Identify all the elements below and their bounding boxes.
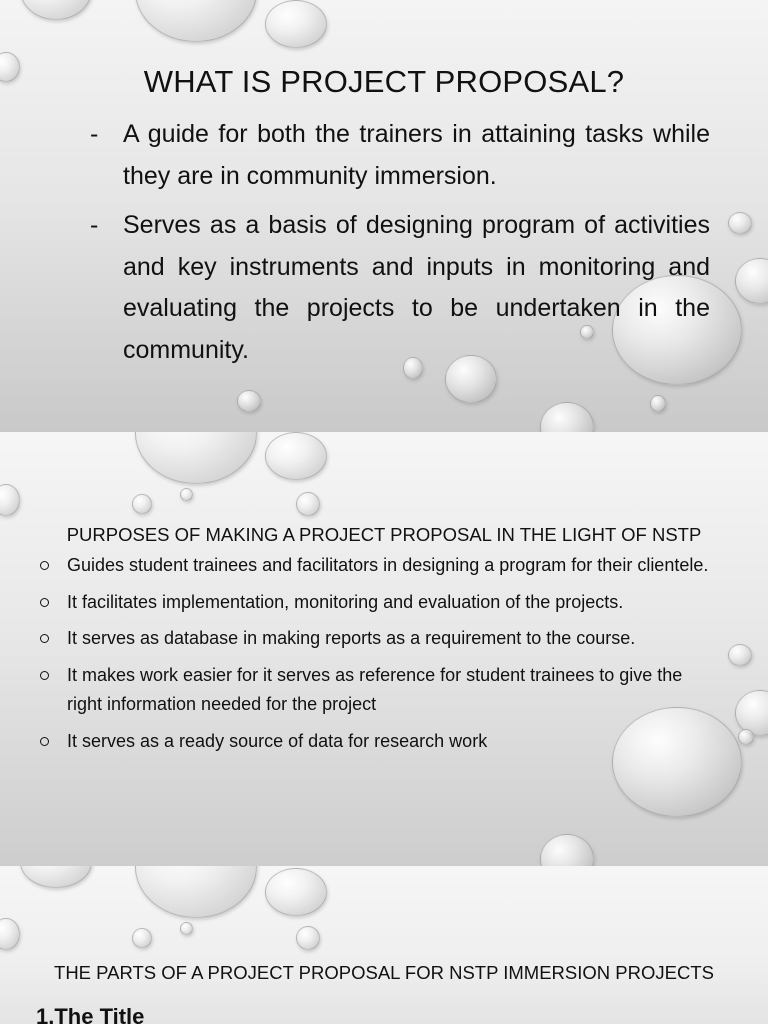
water-drop	[237, 390, 261, 412]
definition-list	[90, 114, 710, 379]
water-drop	[650, 395, 666, 412]
water-drop	[540, 402, 594, 432]
water-drop	[738, 729, 754, 745]
list-item	[90, 205, 710, 371]
circle-bullet-icon	[40, 598, 49, 607]
water-drop	[735, 690, 768, 736]
water-drop	[728, 212, 752, 234]
list-item	[36, 588, 718, 618]
water-drop	[180, 922, 193, 935]
purposes-list	[36, 551, 718, 763]
water-drop	[180, 488, 193, 501]
list-item-text: It facilitates implementation, monitoring and evaluation of the projects.	[67, 591, 624, 612]
list-item	[36, 727, 718, 757]
water-drop	[540, 834, 594, 866]
slide-parts	[0, 866, 768, 1024]
list-item	[36, 551, 718, 581]
water-drop	[135, 0, 257, 42]
list-item-text: It serves as database in making reports as a requirement to the course.	[67, 628, 636, 648]
water-drop	[0, 918, 20, 950]
water-drop	[265, 868, 327, 916]
circle-bullet-icon	[40, 671, 49, 680]
list-item-text: Guides student trainees and facilitators in designing a program for their clientele.	[67, 555, 709, 575]
water-drop	[296, 926, 320, 950]
circle-bullet-icon	[40, 561, 49, 570]
list-item-title: 1.The Title	[36, 1004, 145, 1024]
circle-bullet-icon	[40, 737, 49, 746]
dash-marker: -	[90, 120, 99, 148]
water-drop	[135, 866, 257, 918]
water-drop	[132, 928, 152, 948]
list-item	[36, 661, 718, 720]
list-item	[90, 114, 710, 197]
water-drop	[296, 492, 320, 516]
water-drop	[20, 0, 92, 20]
slide-what-is-project-proposal	[0, 0, 768, 432]
water-drop	[728, 644, 752, 666]
circle-bullet-icon	[40, 634, 49, 643]
water-drop	[20, 866, 92, 888]
list-item-text: It serves as a ready source of data for research work	[67, 730, 488, 751]
water-drop	[735, 258, 768, 304]
list-item-text: It makes work easier for it serves as reference for student trainees to give the right information needed for the project	[67, 664, 683, 714]
water-drop	[135, 432, 257, 484]
water-drop	[0, 484, 20, 516]
list-item	[36, 624, 718, 654]
water-drop	[265, 432, 327, 480]
slide-title: WHAT IS PROJECT PROPOSAL?	[143, 64, 625, 99]
slide-title: THE PARTS OF A PROJECT PROPOSAL FOR NSTP IMMERSION PROJECTS	[54, 962, 714, 983]
dash-marker: -	[90, 211, 99, 239]
slide-title: PURPOSES OF MAKING A PROJECT PROPOSAL IN THE LIGHT OF NSTP	[66, 524, 702, 545]
list-item-text: A guide for both the trainers in attaining tasks while they are in community immersion.	[123, 120, 710, 190]
list-item-text: Serves as a basis of designing program of activities and key instruments and inputs in monitoring and evaluating the projects to be undertaken in the community.	[123, 211, 710, 364]
slide-purposes	[0, 432, 768, 866]
water-drop	[132, 494, 152, 514]
water-drop	[265, 0, 327, 48]
